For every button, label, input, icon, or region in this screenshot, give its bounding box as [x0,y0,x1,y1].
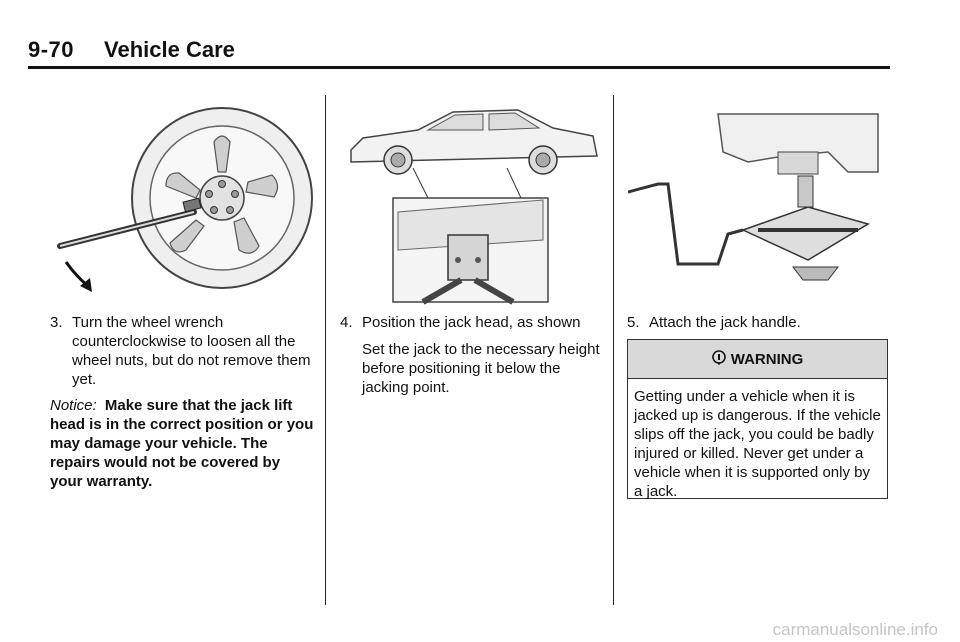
column-divider-right [613,95,614,605]
column-divider-left [325,95,326,605]
step-text: Position the jack head, as shown [362,314,581,331]
section-title: Vehicle Care [104,37,235,62]
step-number: 4. [340,314,353,331]
column-2-text [340,313,605,397]
warning-header [628,340,887,379]
step-4 [340,313,605,332]
warning-text: Getting under a vehicle when it is jacked up is dangerous. If the vehicle slips off the jack, you could be badly injured or killed. Never get under a vehicle when it is supported only by a jack. [634,388,881,500]
notice-label: Notice: [50,397,97,414]
step-3 [50,313,315,389]
step-number: 3. [50,314,63,331]
notice-text: Make sure that the jack lift head is in the correct position or you may damage your vehicle. The repairs would not be covered by your warranty. [50,397,314,490]
jack-position-illustration [343,100,605,305]
step-number: 5. [627,314,640,331]
step-5 [627,313,889,332]
wheel-wrench-illustration [54,100,316,300]
watermark: carmanualsonline.info [772,620,938,639]
warning-title: WARNING [730,350,804,368]
column-3-text [627,313,889,332]
column-1-text [50,313,315,491]
step-text: Turn the wheel wrench counterclockwise to loosen all the wheel nuts, but do not remove them yet. [72,314,311,388]
page-header [28,36,890,69]
warning-icon [712,350,726,368]
warning-box [627,339,888,499]
notice [50,396,315,491]
step-text: Attach the jack handle. [649,314,801,331]
step-4-detail: Set the jack to the necessary height before positioning it below the jacking point. [362,341,600,396]
page-number: 9-70 [28,37,75,62]
jack-handle-illustration [628,112,890,287]
